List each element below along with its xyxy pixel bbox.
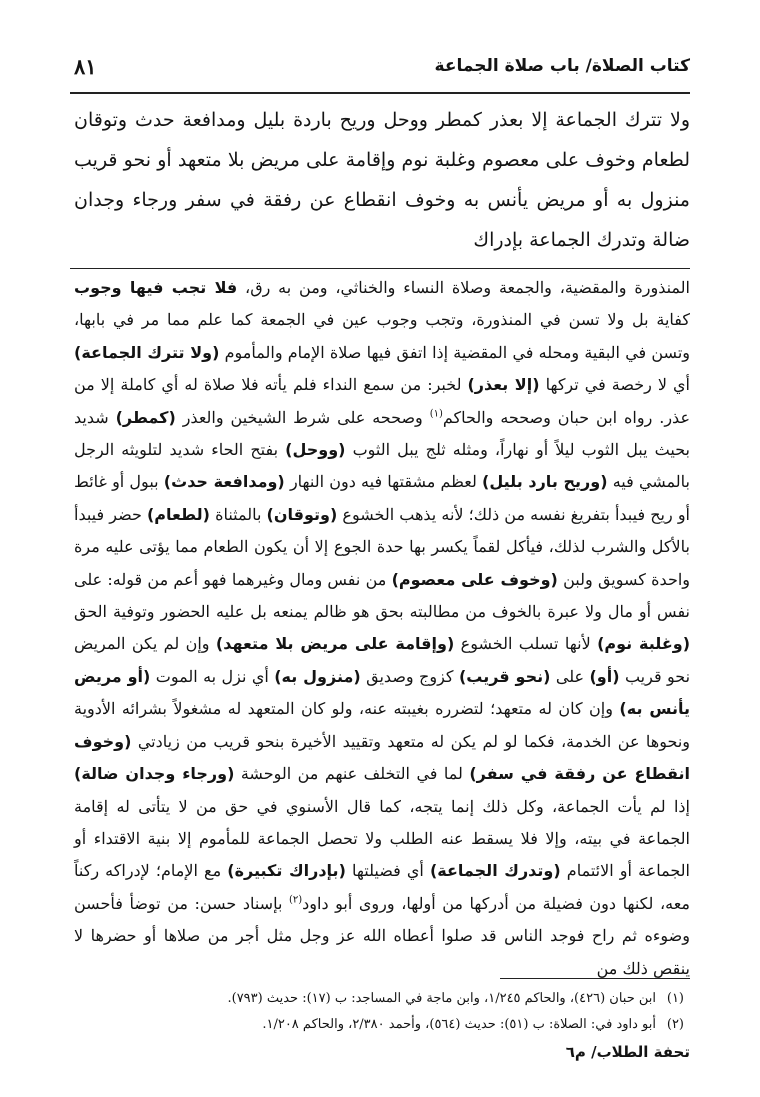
main-text: ولا تترك الجماعة إلا بعذر كمطر ووحل وريح باردة بليل ومدافعة حدث وتوقان لطعام وخوف على معصوم وغلبة نوم وإقامة على مريض بلا متعهد أو نحو قريب منزول به أو مريض يأنس به وخوف انقطاع عن رفقة في سفر ورجاء وجدان ضالة وتدرك الجماعة بإدراك	[74, 109, 690, 251]
commentary-span: لأنها تسلب الخشوع	[454, 634, 598, 654]
header-title: كتاب الصلاة/ باب صلاة الجماعة	[434, 56, 690, 76]
commentary-paragraph	[74, 272, 690, 985]
commentary-text	[74, 272, 690, 985]
commentary-span: لخبر: من سمع النداء فلم يأته فلا صلاة له أي كاملة إلا من عذر. رواه ابن حبان وصححه والحاكم	[74, 375, 691, 427]
commentary-bold: (وإقامة على مريض بلا متعهد)	[215, 634, 455, 654]
commentary-span: بإسناد حسن: من توضأ فأحسن وضوءه ثم راح فوجد الناس قد صلوا أعطاه الله عز وجل مثل أجر من صلاها أو حضرها لا ينقص ذلك من	[74, 893, 690, 978]
commentary-bold: (بإدراك تكبيرة)	[227, 861, 346, 881]
footnote-ref-1[interactable]: (١)	[429, 408, 443, 420]
footnotes	[74, 986, 684, 1038]
commentary-bold: (أو مريض يأنس به)	[74, 666, 691, 719]
running-header	[70, 52, 690, 92]
commentary-span: شديد بحيث يبل الثوب ليلاً أو نهاراً، ومثله ثلج يبل الثوب	[74, 407, 691, 460]
commentary-span: وإن لم يكن المريض نحو قريب	[74, 634, 691, 686]
commentary-span: حضر فيبدأ بالأكل والشرب لذلك، فيأكل لقماً يكسر بها حدة الجوع إلا أن يكون الطعام مما يؤتى عليه مرة واحدة كسويق ولبن	[74, 504, 691, 589]
commentary-span: بفتح الحاء شديد لتلويثه الرجل بالمشي فيه	[74, 440, 691, 492]
commentary-span: مع الإمام؛ لإدراكه ركناً معه، لكنها دون فضيلة من أدركها من أولها، وروى أبو داود	[74, 861, 690, 913]
commentary-span: المنذورة والمقضية، والجمعة وصلاة النساء والخناثي، ومن به رق،	[237, 278, 690, 297]
commentary-span: وصححه على شرط الشيخين والعذر	[175, 407, 430, 427]
footnote-2	[74, 1012, 684, 1038]
signature-mark: تحفة الطلاب/ م٦	[565, 1043, 690, 1061]
commentary-bold: (ومدافعة حدث)	[163, 472, 285, 492]
commentary-separator	[70, 268, 690, 269]
commentary-span: على	[550, 666, 590, 686]
commentary-bold: (لطعام)	[146, 504, 210, 524]
commentary-bold: (إلا بعذر)	[467, 375, 540, 395]
commentary-span: أي فضيلتها	[345, 861, 430, 881]
commentary-bold: (وريح بارد بليل)	[482, 472, 608, 492]
footnote-number: (٢)	[666, 1017, 684, 1032]
commentary-bold: فلا تجب فيها وجوب	[74, 278, 238, 297]
commentary-bold: (ولا تترك الجماعة)	[74, 342, 220, 362]
footnote-number: (١)	[666, 991, 684, 1006]
commentary-bold: (وغلبة نوم)	[597, 634, 691, 654]
commentary-span: كزوج وصديق	[360, 666, 459, 686]
commentary-span: أي لا رخصة في تركها	[539, 375, 690, 395]
footnote-text: ابن حبان (٤٢٦)، والحاكم ١/٢٤٥، وابن ماجة في المساجد: ب (١٧): حديث (٧٩٣).	[227, 991, 656, 1006]
page-number: ٨١	[74, 54, 97, 79]
commentary-bold: (أو)	[589, 666, 620, 686]
commentary-span: من نفس ومال وغيرهما فهو أعم من قوله: على نفس أو مال ولا عبرة بالخوف من مطالبته بحق هو ظالم يمنعه بل عليه الحضور وتوفية الحق	[74, 569, 690, 622]
commentary-span: لما في التخلف عنهم من الوحشة	[234, 764, 470, 784]
footnote-rule	[500, 978, 690, 979]
commentary-bold: (ورجاء وجدان ضالة)	[74, 764, 235, 784]
commentary-bold: (وخوف على معصوم)	[391, 569, 558, 589]
footnote-1	[74, 986, 684, 1012]
commentary-bold: (ووحل)	[285, 440, 346, 460]
commentary-bold: (وخوف انقطاع عن رفقة في سفر)	[74, 731, 690, 784]
commentary-span: أي نزل به الموت	[150, 666, 275, 686]
commentary-span: لعظم مشقتها فيه دون النهار	[284, 472, 483, 492]
commentary-bold: (نحو قريب)	[458, 666, 551, 686]
commentary-bold: (وتوقان)	[266, 504, 338, 524]
commentary-span: وإن كان له متعهد؛ لتضرره بغيبته عنه، ولو كان المتعهد له مشغولاً بشرائه الأدوية ونحوها عن الخدمة، فكما لو لم يكن له متعهد وتقييد الأخيرة بنحو قريب من زيادتي	[74, 699, 690, 751]
commentary-span: بالمثناة	[209, 504, 267, 524]
commentary-span: كفاية بل ولا تسن في المنذورة، وتجب وجوب عين في الجمعة كما علم مما مر في بابها، وتسن في البقية ومحله في المقضية إذا اتفق فيها صلاة الإمام والمأموم	[74, 310, 691, 362]
commentary-bold: (منزول به)	[274, 666, 361, 686]
footnote-ref-2[interactable]: (٢)	[288, 894, 303, 906]
commentary-bold: (كمطر)	[115, 407, 176, 427]
commentary-span: ببول أو غائط أو ريح فيبدأ بتفريغ نفسه من ذلك؛ لأنه يذهب الخشوع	[74, 472, 690, 524]
header-rule	[70, 92, 690, 94]
commentary-bold: (وتدرك الجماعة)	[429, 861, 561, 881]
commentary-span: إذا لم يأت الجماعة، وكل ذلك إنما يتجه، كما قال الأسنوي في حق من لا يتأتى له إقامة الجماعة في بيته، وإلا فلا يسقط عنه الطلب ولا تحصل الجماعة للمأموم إلا بنية الاقتداء أو الجماعة أو الائتمام	[74, 796, 691, 881]
footnote-text: أبو داود في: الصلاة: ب (٥١): حديث (٥٦٤)، وأحمد ٢/٣٨٠، والحاكم ١/٢٠٨.	[262, 1017, 656, 1032]
